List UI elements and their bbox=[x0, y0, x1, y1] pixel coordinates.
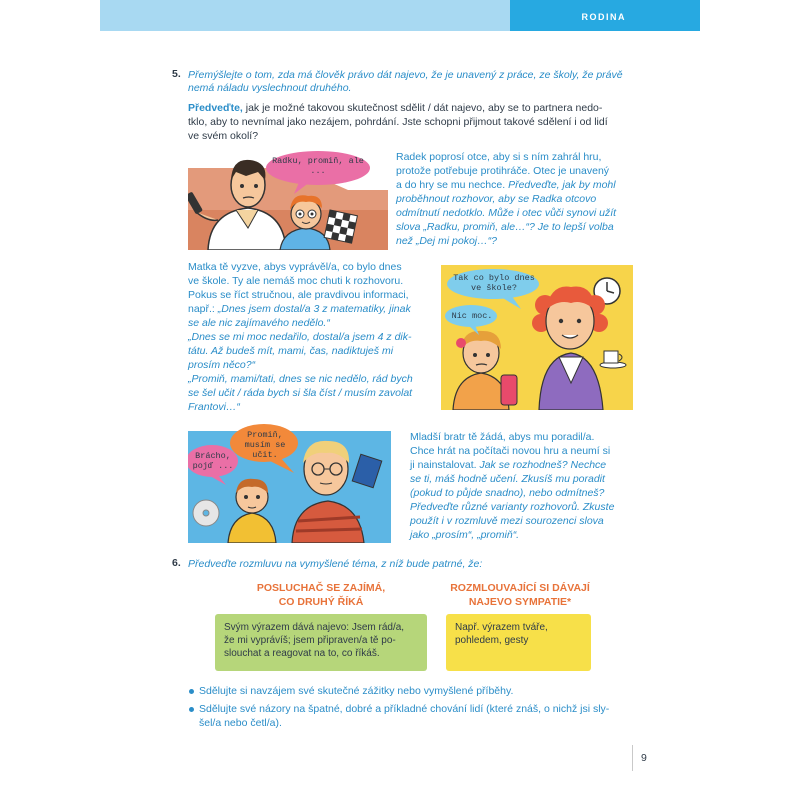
task-5-paragraph-line-3: ve svém okolí? bbox=[188, 130, 259, 142]
scene-1-line-1: Radek poprosí otce, aby si s ním zahrál hru, bbox=[396, 151, 602, 163]
page-number: 9 bbox=[641, 752, 647, 764]
task-5-paragraph-line-2: tklo, aby to nevnímal jako nezájem, pohrdání. Jste schopni přijmout takové sdělení i od lidí bbox=[188, 116, 608, 128]
scene-1-line-7: než „Dej mi pokoj…“? bbox=[396, 235, 497, 247]
scene-3-line-3-b: Jak se rozhodneš? Nechce bbox=[476, 459, 607, 471]
task-5-intro-line-2: nemá náladu vyslechnout druhého. bbox=[188, 82, 352, 94]
scene-3-line-4: se ti, máš hodně učení. Zkusíš mu poradit bbox=[410, 473, 605, 485]
scene-2-line-2: ve škole. Ty ale nemáš moc chuti k rozhovoru. bbox=[188, 275, 404, 287]
scene-2-line-4-a: např.: bbox=[188, 303, 215, 315]
bullet-1: Sdělujte si navzájem své skutečné zážitky nebo vymyšlené příběhy. bbox=[199, 685, 514, 697]
scene-2-line-4 bbox=[188, 302, 411, 316]
speech-bubble-daughter: Nic moc. bbox=[451, 311, 493, 321]
bullet-icon bbox=[189, 707, 194, 712]
column-2-title-line-2: NAJEVO SYMPATIE* bbox=[468, 596, 572, 608]
sympathy-box-line-2: pohledem, gesty bbox=[455, 635, 529, 646]
scene-2-line-8: prosím něco?“ bbox=[188, 359, 256, 371]
scene-3-line-7: použít i v rozmluvě mezi sourozenci slova bbox=[410, 515, 604, 527]
scene-2-line-3: Pokus se říct stručnou, ale pravdivou informaci, bbox=[188, 289, 409, 301]
brothers-illustration bbox=[188, 421, 391, 543]
scene-2-line-9: „Promiň, mami/tati, dnes se nic nedělo, rád bych bbox=[188, 373, 413, 385]
listener-box-line-3: slouchat a reagovat na to, co říkáš. bbox=[224, 648, 380, 659]
scene-1-line-6: slova „Radku, promiň, ale…“? Je to lepší volba bbox=[396, 221, 614, 233]
speech-bubble-mother: Tak co bylo dnes ve škole? bbox=[453, 273, 535, 293]
task-6-intro: Předveďte rozmluvu na vymyšlené téma, z níž bude patrné, že: bbox=[188, 558, 483, 570]
column-1-title-line-1: POSLUCHAČ SE ZAJÍMÁ, bbox=[256, 582, 386, 594]
sympathy-box-line-1: Např. výrazem tváře, bbox=[455, 622, 548, 633]
listener-box-line-2: že mi vyprávíš; jsem připraven/a tě po- bbox=[224, 635, 396, 646]
scene-3-line-6: Předveďte různé varianty rozhovorů. Zkuste bbox=[410, 501, 615, 513]
column-1-title-line-2: CO DRUHÝ ŘÍKÁ bbox=[278, 596, 364, 608]
bullet-2-line-1: Sdělujte své názory na špatné, dobré a příkladné chování lidí (které znáš, o nichž jsi sly- bbox=[199, 703, 610, 715]
scene-1-line-3-b: Předveďte, jak by mohl bbox=[505, 179, 616, 191]
scene-2-line-11: Frantovi…“ bbox=[188, 401, 240, 413]
section-tab: RODINA bbox=[510, 0, 700, 31]
task-5-number: 5. bbox=[172, 68, 181, 80]
scene-1-line-4: proběhnout rozhovor, aby se Radka otcovo bbox=[396, 193, 597, 205]
column-2-title bbox=[440, 581, 600, 609]
task-5-intro-line-1: Přemýšlejte o tom, zda má člověk právo dát najevo, že je unavený z práce, ze školy, že právě bbox=[188, 69, 623, 81]
bullet-2-line-2: šel/a nebo četl/a). bbox=[199, 717, 282, 729]
scene-1-line-2: protože potřebuje protihráče. Otec je unavený bbox=[396, 165, 610, 177]
bullet-icon bbox=[189, 689, 194, 694]
scene-2-line-7: tátu. Až budeš mít, mami, čas, nadiktuješ mi bbox=[188, 345, 394, 357]
column-2-title-line-1: ROZMLOUVAJÍCÍ SI DÁVAJÍ bbox=[450, 582, 590, 594]
scene-2-line-4-b: „Dnes jsem dostal/a 3 z matematiky, jinak bbox=[214, 303, 411, 315]
scene-3-line-3-a: ji nainstalovat. bbox=[410, 459, 477, 471]
scene-2-line-1: Matka tě vyzve, abys vyprávěl/a, co bylo dnes bbox=[188, 261, 402, 273]
listener-box-line-1: Svým výrazem dává najevo: Jsem rád/a, bbox=[224, 622, 405, 633]
scene-2-line-5: se ale nic zajímavého nedělo.“ bbox=[188, 317, 330, 329]
paragraph-text: jak je možné takovou skutečnost sdělit / dát najevo, aby se to partnera nedo- bbox=[242, 102, 603, 114]
mother-daughter-illustration bbox=[441, 265, 633, 410]
scene-3-line-8: jako „prosím“, „promiň“. bbox=[410, 529, 520, 541]
page-number-rule bbox=[632, 745, 633, 771]
sympathy-box bbox=[446, 614, 591, 671]
speech-bubble-older-brother: Promiň, musím se učit. bbox=[244, 430, 286, 460]
scene-3-line-1: Mladší bratr tě žádá, abys mu poradil/a. bbox=[410, 431, 595, 443]
speech-bubble-younger-brother: Brácho, pojď ... bbox=[192, 451, 234, 471]
column-1-title bbox=[215, 581, 427, 609]
task-5-paragraph-line-1 bbox=[188, 101, 638, 115]
scene-2-line-6: „Dnes se mi moc nedařilo, dostal/a jsem 4 z dik- bbox=[188, 331, 412, 343]
scene-1-line-5: odmítnutí nedotklo. Může i otec vůči synovi užít bbox=[396, 207, 617, 219]
scene-1-line-3 bbox=[396, 178, 616, 192]
scene-2-line-10: se šel učit / ráda bych si šla číst / musím zavolat bbox=[188, 387, 413, 399]
scene-3-line-5: (pokud to půjde snadno), nebo odmítneš? bbox=[410, 487, 605, 499]
scene-1-line-3-a: a do hry se mu nechce. bbox=[396, 179, 506, 191]
lead-word: Předveďte, bbox=[188, 102, 243, 114]
father-son-illustration bbox=[188, 150, 388, 250]
listener-box bbox=[215, 614, 427, 671]
task-6-number: 6. bbox=[172, 557, 181, 569]
scene-3-line-2: Chce hrát na počítači novou hru a neumí si bbox=[410, 445, 611, 457]
scene-3-line-3 bbox=[410, 458, 606, 472]
speech-bubble-father: Radku, promiň, ale ... bbox=[272, 156, 364, 176]
